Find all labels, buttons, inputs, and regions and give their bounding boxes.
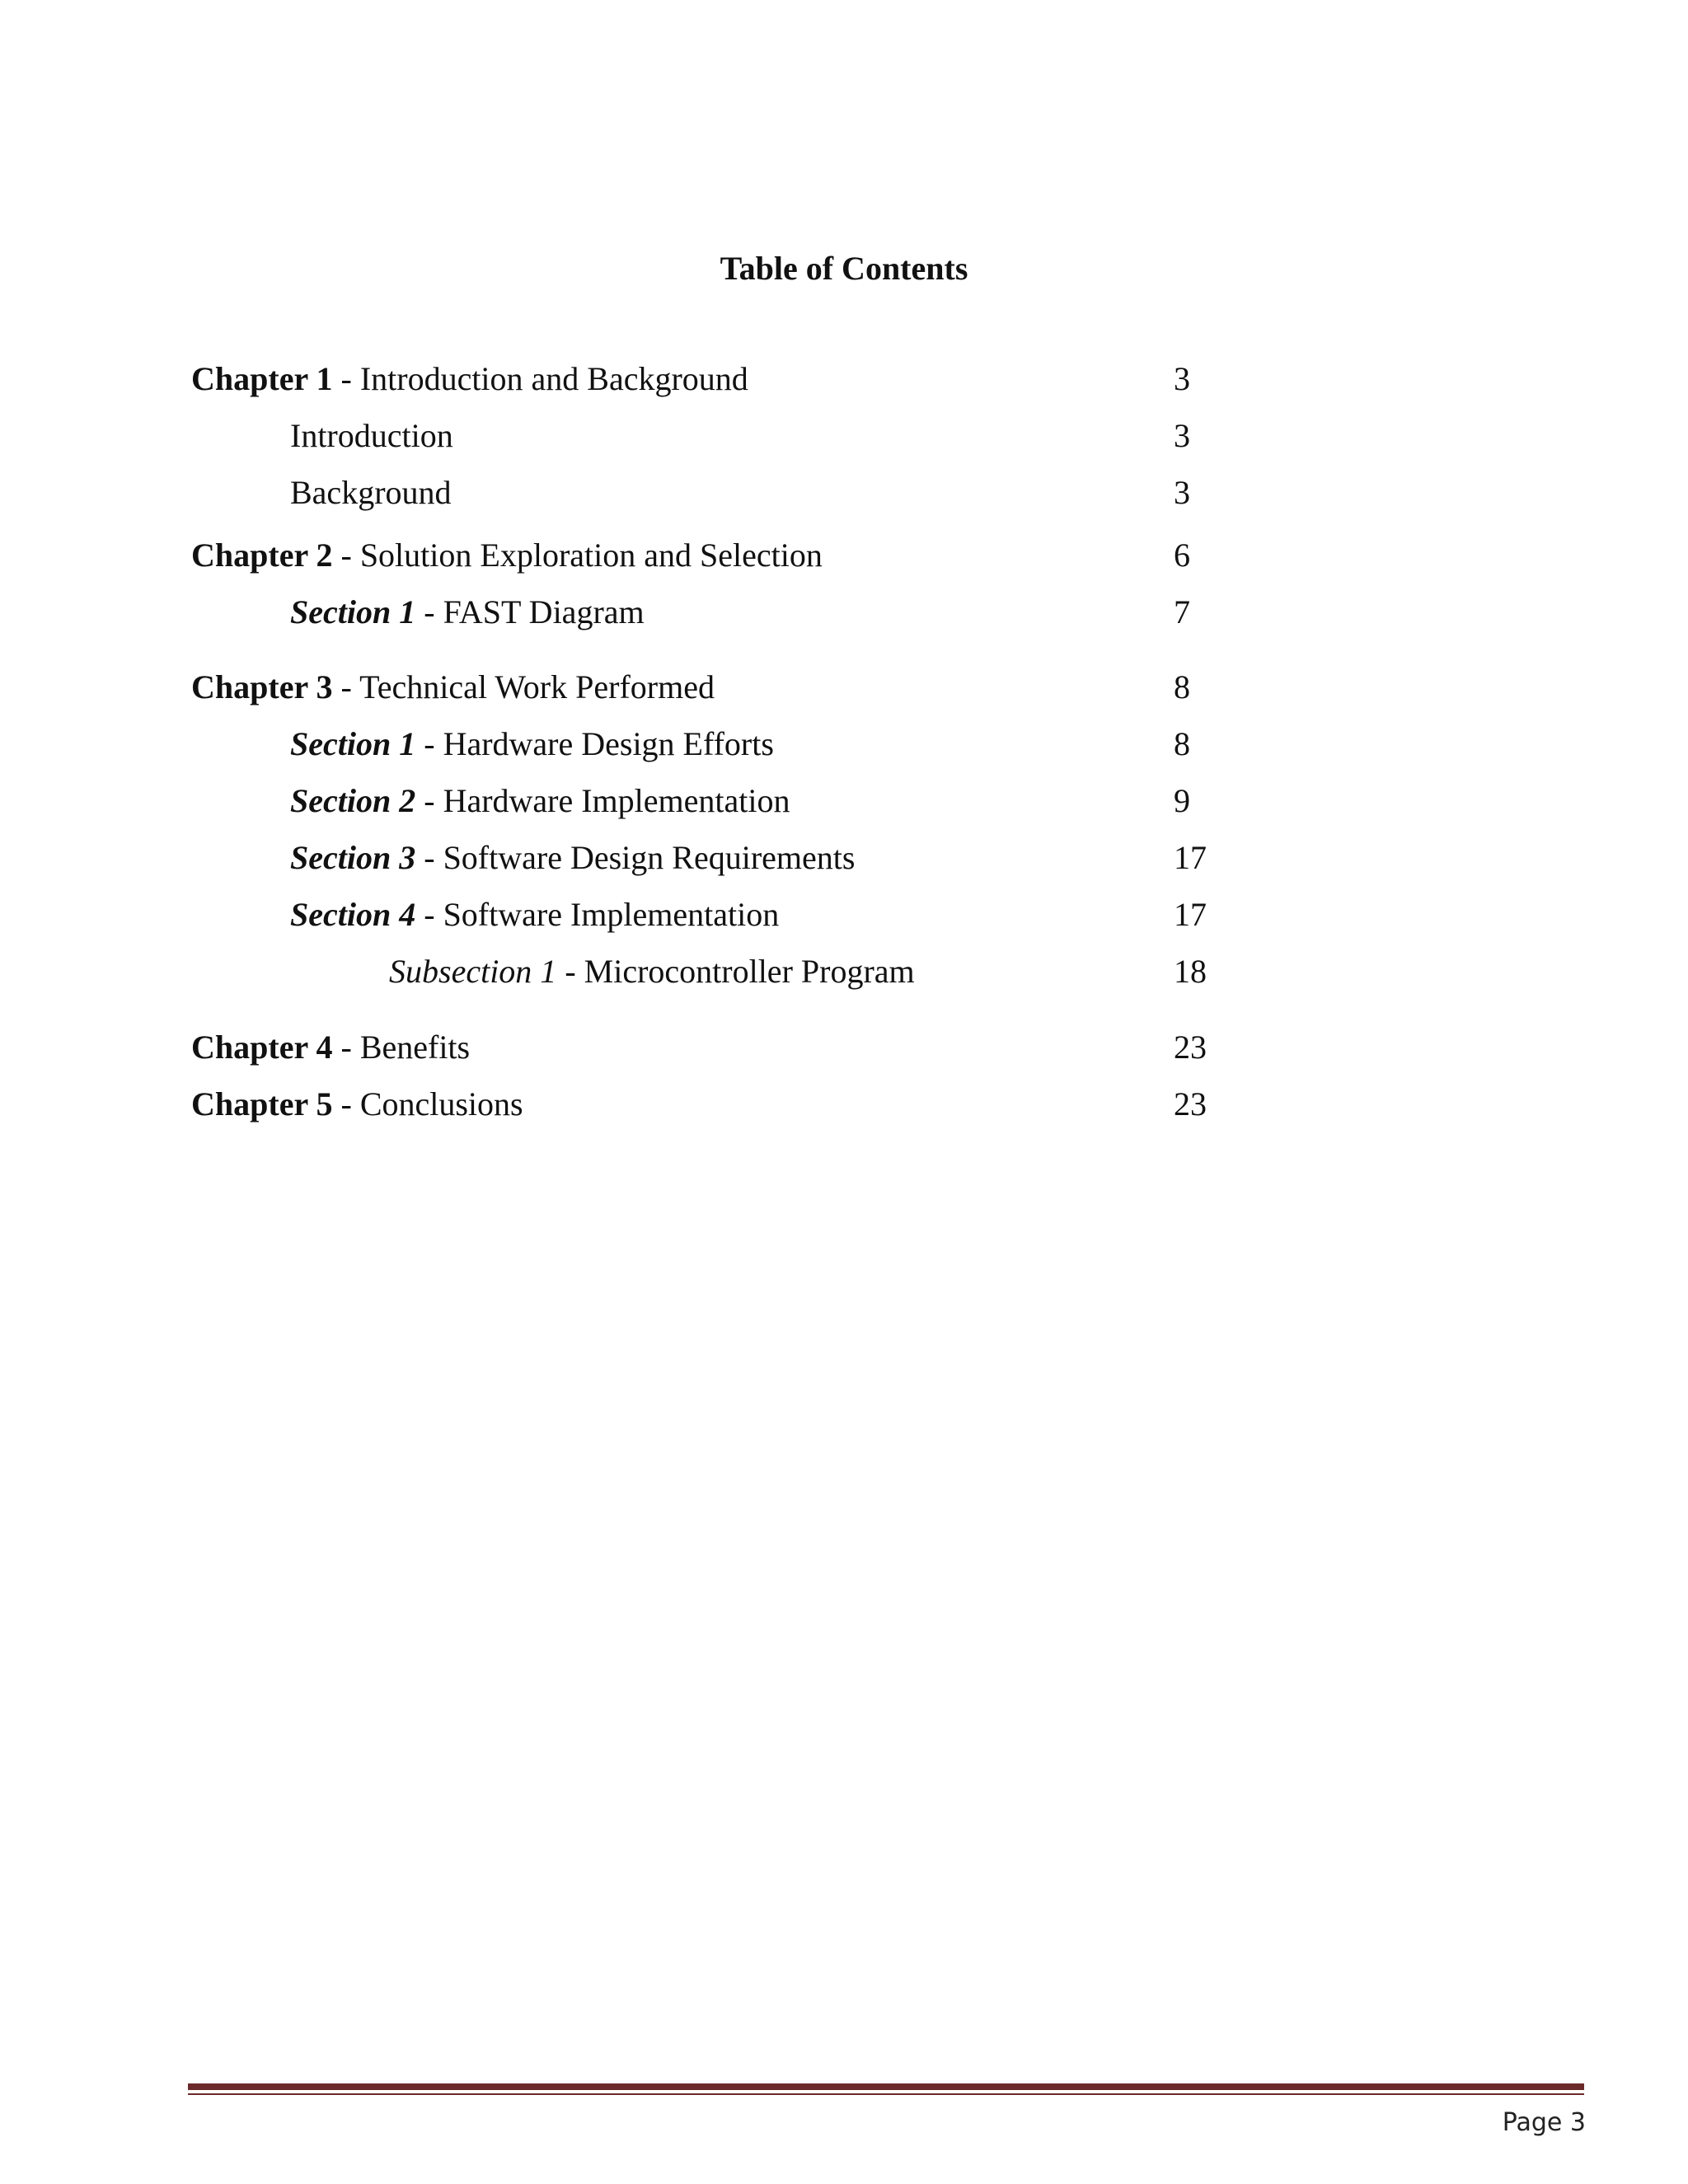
toc-entry-label: Chapter 1 xyxy=(191,360,333,397)
toc-entry-chapter-3-section-1[interactable] xyxy=(0,723,1688,766)
page-title: Table of Contents xyxy=(720,250,968,287)
toc-entry-text xyxy=(290,471,452,514)
toc-entry-chapter-4[interactable] xyxy=(0,1026,1688,1069)
toc-entry-title: Benefits xyxy=(359,1029,471,1066)
toc-entry-separator: - xyxy=(415,839,443,876)
toc-entry-introduction[interactable] xyxy=(0,415,1688,457)
toc-entry-chapter-2[interactable] xyxy=(0,534,1688,577)
toc-entry-text xyxy=(290,893,779,936)
toc-entry-separator: - xyxy=(415,725,443,762)
toc-entry-chapter-5[interactable] xyxy=(0,1083,1688,1126)
toc-entry-title: FAST Diagram xyxy=(443,593,645,630)
toc-entry-chapter-1[interactable] xyxy=(0,358,1688,401)
toc-entry-label: Section 1 xyxy=(290,725,416,762)
toc-entry-chapter-3[interactable] xyxy=(0,666,1688,709)
toc-entry-text xyxy=(191,1083,523,1126)
toc-entry-page-number: 23 xyxy=(1174,1085,1207,1122)
toc-entry-separator: - xyxy=(332,360,360,397)
toc-entry-separator: - xyxy=(332,668,360,705)
toc-entry-text xyxy=(191,1026,470,1069)
toc-entry-chapter-2-section-1[interactable] xyxy=(0,591,1688,634)
toc-entry-page-number: 8 xyxy=(1174,668,1190,705)
toc-entry-page-number: 3 xyxy=(1174,360,1190,397)
toc-entry-label: Section 4 xyxy=(290,896,416,933)
toc-entry-separator: - xyxy=(556,953,584,990)
toc-entry-page-number: 17 xyxy=(1174,839,1207,876)
toc-entry-title: Conclusions xyxy=(359,1085,523,1122)
toc-entry-separator: - xyxy=(332,537,360,574)
toc-entry-label: Chapter 5 xyxy=(191,1085,333,1122)
toc-entry-label: Subsection 1 xyxy=(389,953,557,990)
toc-entry-page-number: 3 xyxy=(1174,417,1190,454)
toc-entry-label: Chapter 4 xyxy=(191,1029,333,1066)
toc-entry-chapter-3-section-3[interactable] xyxy=(0,837,1688,879)
footer-divider-thin xyxy=(188,2093,1584,2095)
toc-entry-text xyxy=(290,780,790,823)
toc-entry-page-number: 18 xyxy=(1174,953,1207,990)
toc-entry-text xyxy=(290,591,645,634)
toc-entry-page-number: 9 xyxy=(1174,782,1190,819)
toc-entry-title: Microcontroller Program xyxy=(584,953,915,990)
toc-entry-separator: - xyxy=(415,782,443,819)
toc-entry-label: Section 2 xyxy=(290,782,416,819)
toc-entry-text xyxy=(290,723,774,766)
toc-entry-title: Introduction and Background xyxy=(359,360,748,397)
footer-divider xyxy=(188,2083,1584,2090)
toc-entry-text xyxy=(191,534,823,577)
toc-entry-title: Hardware Implementation xyxy=(443,782,790,819)
toc-entry-page-number: 8 xyxy=(1174,725,1190,762)
toc-entry-title: Introduction xyxy=(290,417,453,454)
toc-entry-label: Chapter 2 xyxy=(191,537,333,574)
toc-entry-page-number: 7 xyxy=(1174,593,1190,630)
toc-entry-text xyxy=(191,666,715,709)
toc-entry-chapter-3-section-4[interactable] xyxy=(0,893,1688,936)
toc-entry-separator: - xyxy=(332,1029,360,1066)
toc-entry-title: Hardware Design Efforts xyxy=(443,725,774,762)
toc-entry-text xyxy=(290,415,453,457)
toc-entry-page-number: 23 xyxy=(1174,1029,1207,1066)
toc-entry-section-4-subsection-1[interactable] xyxy=(0,950,1688,993)
toc-entry-text xyxy=(389,950,915,993)
toc-entry-label: Section 1 xyxy=(290,593,416,630)
toc-entry-page-number: 17 xyxy=(1174,896,1207,933)
toc-entry-label: Section 3 xyxy=(290,839,416,876)
toc-entry-separator: - xyxy=(415,896,443,933)
toc-entry-title: Software Implementation xyxy=(443,896,780,933)
toc-entry-title: Background xyxy=(290,474,452,511)
toc-entry-title: Software Design Requirements xyxy=(443,839,856,876)
page-number: Page 3 xyxy=(1502,2108,1586,2137)
toc-entry-page-number: 6 xyxy=(1174,537,1190,574)
toc-entry-title: Technical Work Performed xyxy=(359,668,715,705)
toc-entry-label: Chapter 3 xyxy=(191,668,333,705)
toc-entry-separator: - xyxy=(415,593,443,630)
toc-entry-page-number: 3 xyxy=(1174,474,1190,511)
toc-entry-title: Solution Exploration and Selection xyxy=(359,537,823,574)
toc-entry-separator: - xyxy=(332,1085,360,1122)
toc-entry-chapter-3-section-2[interactable] xyxy=(0,780,1688,823)
toc-entry-text xyxy=(191,358,748,401)
toc-entry-text xyxy=(290,837,855,879)
toc-entry-background[interactable] xyxy=(0,471,1688,514)
